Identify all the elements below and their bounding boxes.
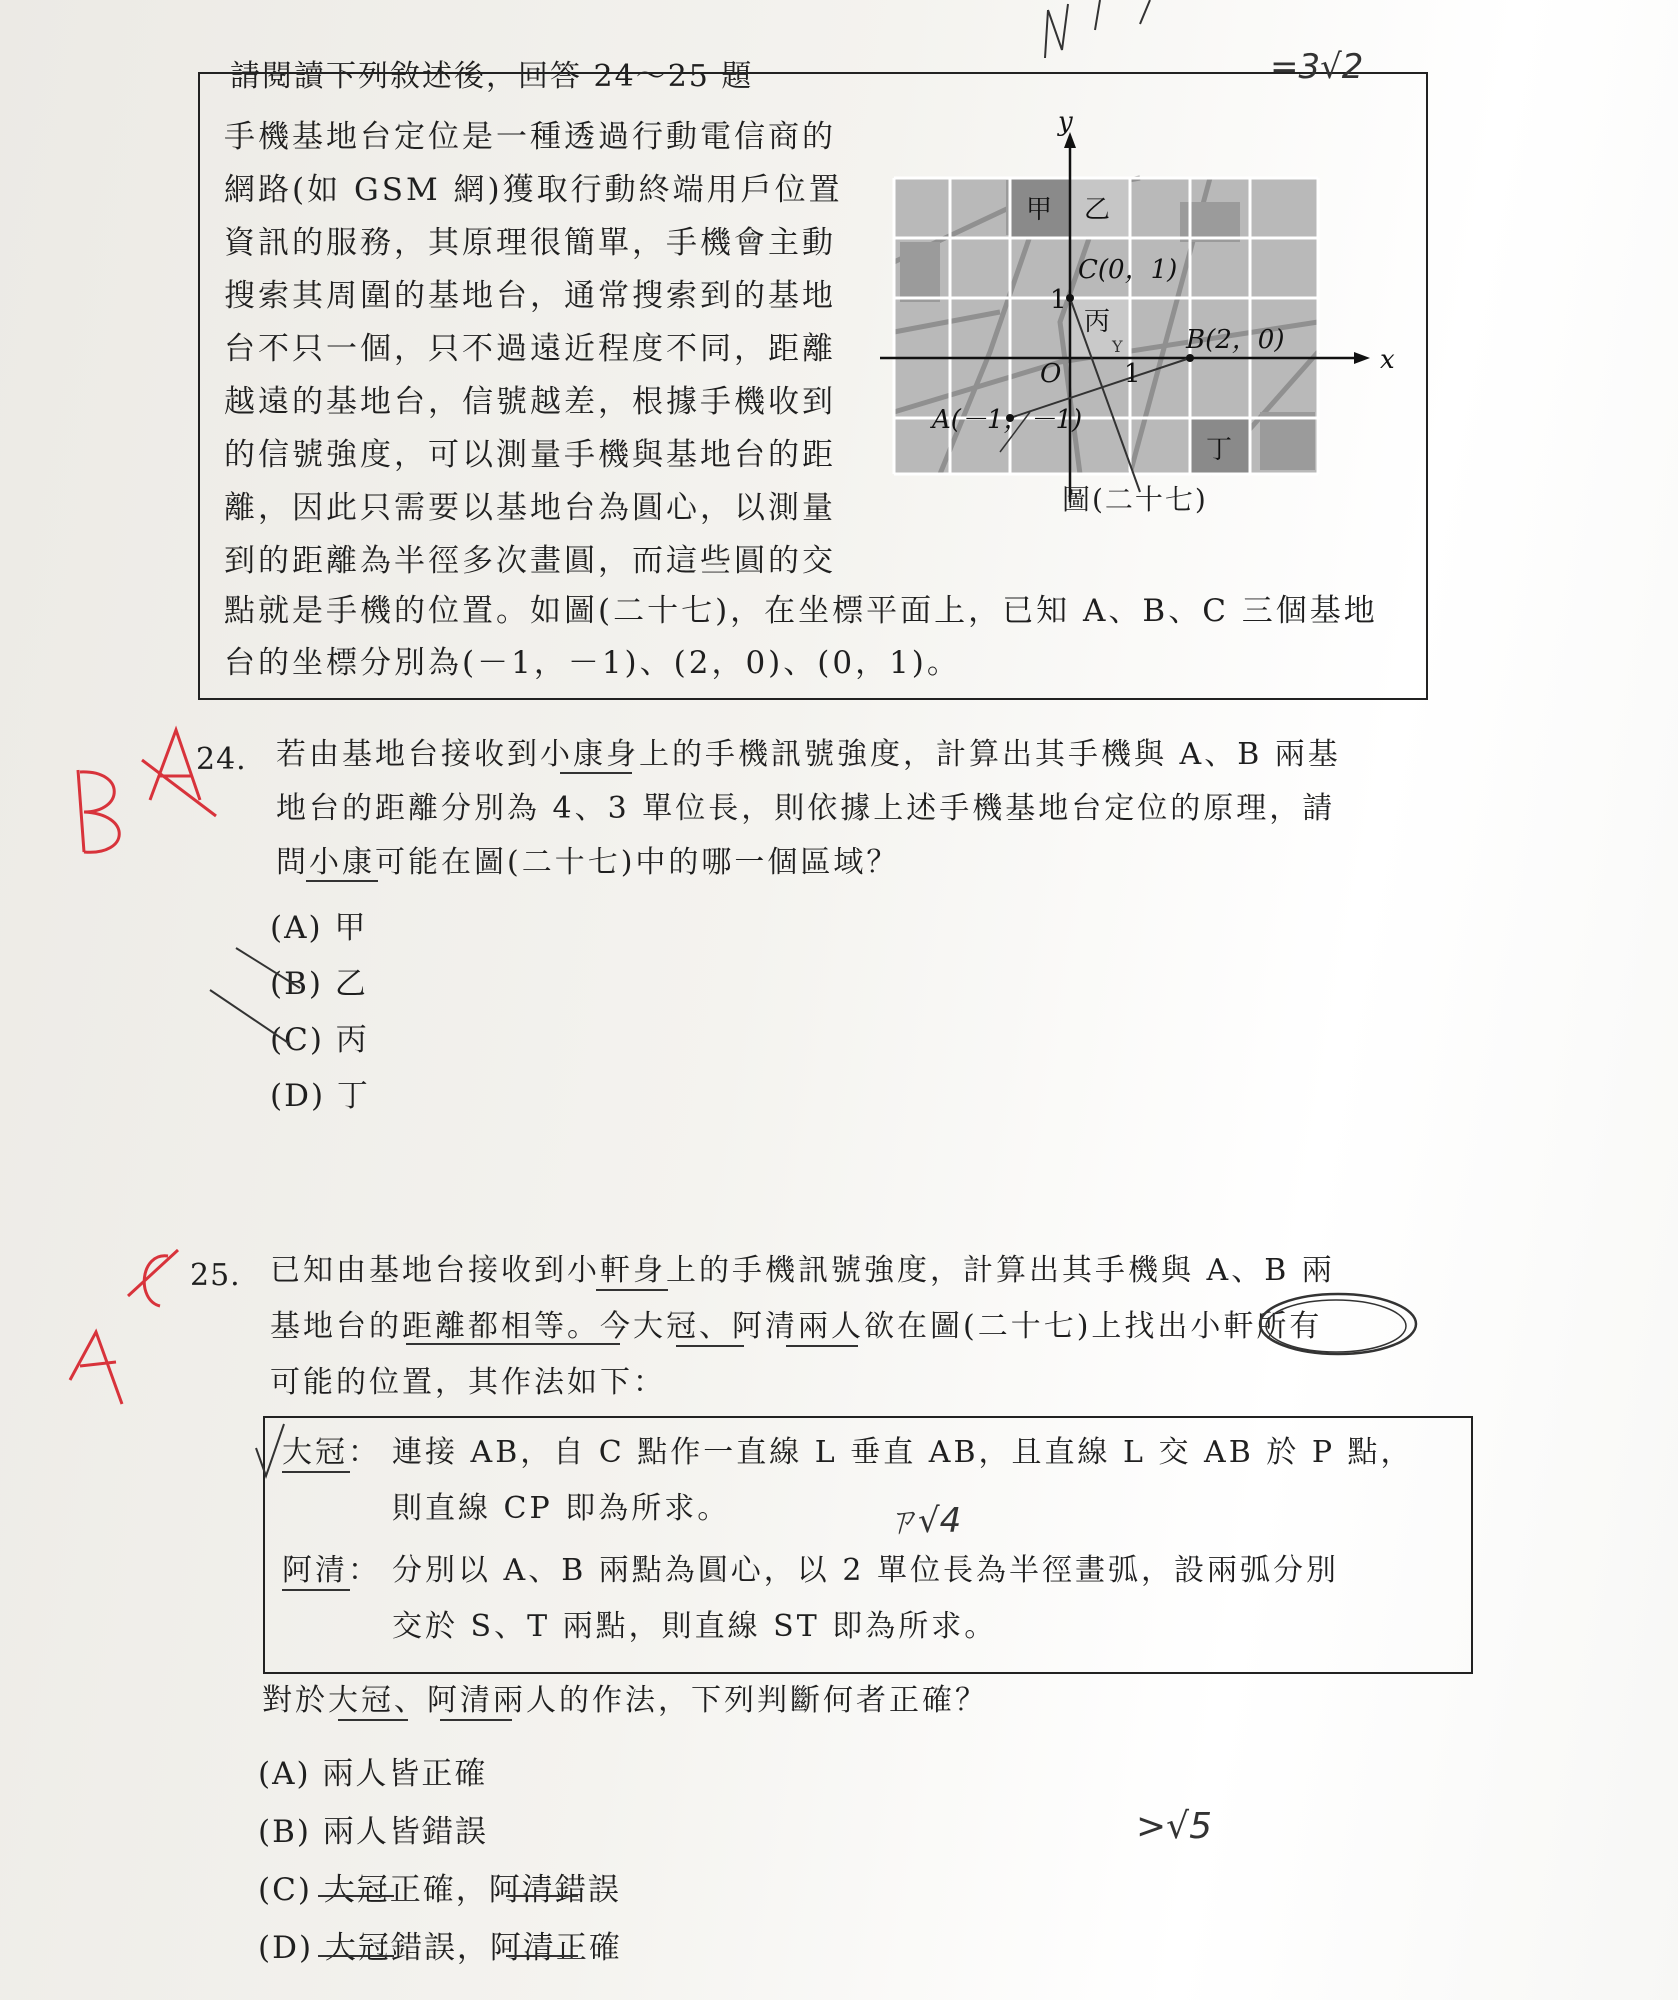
pencil-circle-inner	[1266, 1300, 1406, 1352]
q24-option-a: (A) 甲	[270, 910, 368, 946]
passage-line: 手機基地台定位是一種透過行動電信商的	[224, 119, 836, 155]
q25-option-c: (C) 大冠正確，阿清錯誤	[258, 1872, 621, 1908]
x-axis-label: x	[1380, 345, 1395, 375]
passage-line: 台的坐標分別為(－1，－1)、(2，0)、(0，1)。	[224, 645, 961, 681]
q24-number: 24.	[196, 742, 247, 777]
q25-line-2: 基地台的距離都相等。今大冠、阿清兩人欲在圖(二十七)上找出小軒所有	[270, 1309, 1323, 1344]
daguan-method-line-2: 則直線 CP 即為所求。	[392, 1491, 731, 1526]
q24-line-2: 地台的距離分別為 4、3 單位長，則依據上述手機基地台定位的原理，請	[276, 791, 1336, 826]
strike-option-c	[210, 990, 290, 1044]
passage-line: 到的距離為半徑多次畫圓，而這些圓的交	[224, 543, 836, 579]
strike-option-b	[236, 948, 300, 988]
y-tick-one: 1	[1050, 285, 1067, 315]
q24-option-c: (C) 丙	[270, 1022, 369, 1058]
q25-crossed-mark	[128, 1250, 178, 1306]
pencil-circle	[1260, 1294, 1416, 1354]
region-jia-label: 甲	[1026, 195, 1053, 225]
q25-option-d: (D) 大冠錯誤，阿清正確	[258, 1930, 622, 1966]
origin-label: O	[1040, 359, 1062, 389]
q25-answer-mark	[70, 1332, 122, 1404]
q24-option-d: (D) 丁	[270, 1078, 370, 1114]
q25-option-a: (A) 兩人皆正確	[258, 1756, 488, 1792]
q25-number: 25.	[190, 1258, 241, 1293]
passage-line: 網路(如 GSM 網)獲取行動終端用戶位置	[224, 172, 843, 208]
point-a-label: A(－1，－1)	[932, 405, 1083, 435]
mid-note: ㄗ√4	[884, 1501, 962, 1541]
q24-answer-mark	[78, 770, 119, 852]
q25-line-3: 可能的位置，其作法如下：	[270, 1365, 666, 1400]
passage-line: 搜索其周圍的基地台，通常搜索到的基地	[224, 278, 836, 314]
daguan-label: 大冠：	[282, 1435, 381, 1470]
aqing-method-line-2: 交於 S、T 兩點，則直線 ST 即為所求。	[392, 1609, 998, 1644]
y-axis-label: y	[1058, 112, 1073, 137]
q25-question: 對於大冠、阿清兩人的作法，下列判斷何者正確？	[262, 1683, 988, 1718]
passage-line: 台不只一個，只不過遠近程度不同，距離	[224, 331, 836, 367]
passage-line: 資訊的服務，其原理很簡單，手機會主動	[224, 225, 836, 261]
aqing-label: 阿清：	[282, 1553, 381, 1588]
red-ink-marks	[70, 730, 216, 1404]
passage-line: 越遠的基地台，信號越差，根據手機收到	[224, 384, 836, 420]
q24-line-1: 若由基地台接收到小康身上的手機訊號強度，計算出其手機與 A、B 兩基	[276, 737, 1341, 772]
top-scribble	[1045, 0, 1150, 58]
q24-line-3: 問小康可能在圖(二十七)中的哪一個區域？	[276, 845, 900, 880]
region-yi-label: 乙	[1084, 195, 1111, 225]
figure-caption: 圖(二十七)	[1062, 483, 1208, 516]
x-tick-one: 1	[1124, 359, 1141, 389]
q25-line-1: 已知由基地台接收到小軒身上的手機訊號強度，計算出其手機與 A、B 兩	[270, 1253, 1335, 1288]
pencil-underlines	[282, 773, 858, 1956]
passage-line: 點就是手機的位置。如圖(二十七)，在坐標平面上，已知 A、B、C 三個基地	[224, 593, 1378, 629]
passage-line: 的信號強度，可以測量手機與基地台的距	[224, 437, 836, 473]
region-bing-label: 丙	[1084, 307, 1111, 337]
reading-intro: 請閱讀下列敘述後，回答 24～25 題	[230, 59, 754, 94]
region-ding-label: 丁	[1206, 435, 1233, 465]
q25-option-b: (B) 兩人皆錯誤	[258, 1814, 488, 1850]
passage-line: 離，因此只需要以基地台為圓心，以測量	[224, 490, 836, 526]
aqing-method-line-1: 分別以 A、B 兩點為圓心，以 2 單位長為半徑畫弧，設兩弧分別	[392, 1553, 1339, 1588]
q24-option-b: (B) 乙	[270, 966, 368, 1002]
point-c-label: C(0，1)	[1078, 255, 1178, 285]
top-note: =3√2	[1270, 47, 1364, 87]
q24-crossed-mark	[142, 730, 216, 816]
point-b-label: B(2，0)	[1186, 325, 1285, 355]
pencil-mark: Y	[1112, 337, 1123, 356]
low-note: >√5	[1136, 1806, 1213, 1847]
daguan-method-line-1: 連接 AB，自 C 點作一直線 L 垂直 AB，且直線 L 交 AB 於 P 點，	[392, 1435, 1414, 1470]
pencil-checkmark	[256, 1424, 284, 1476]
